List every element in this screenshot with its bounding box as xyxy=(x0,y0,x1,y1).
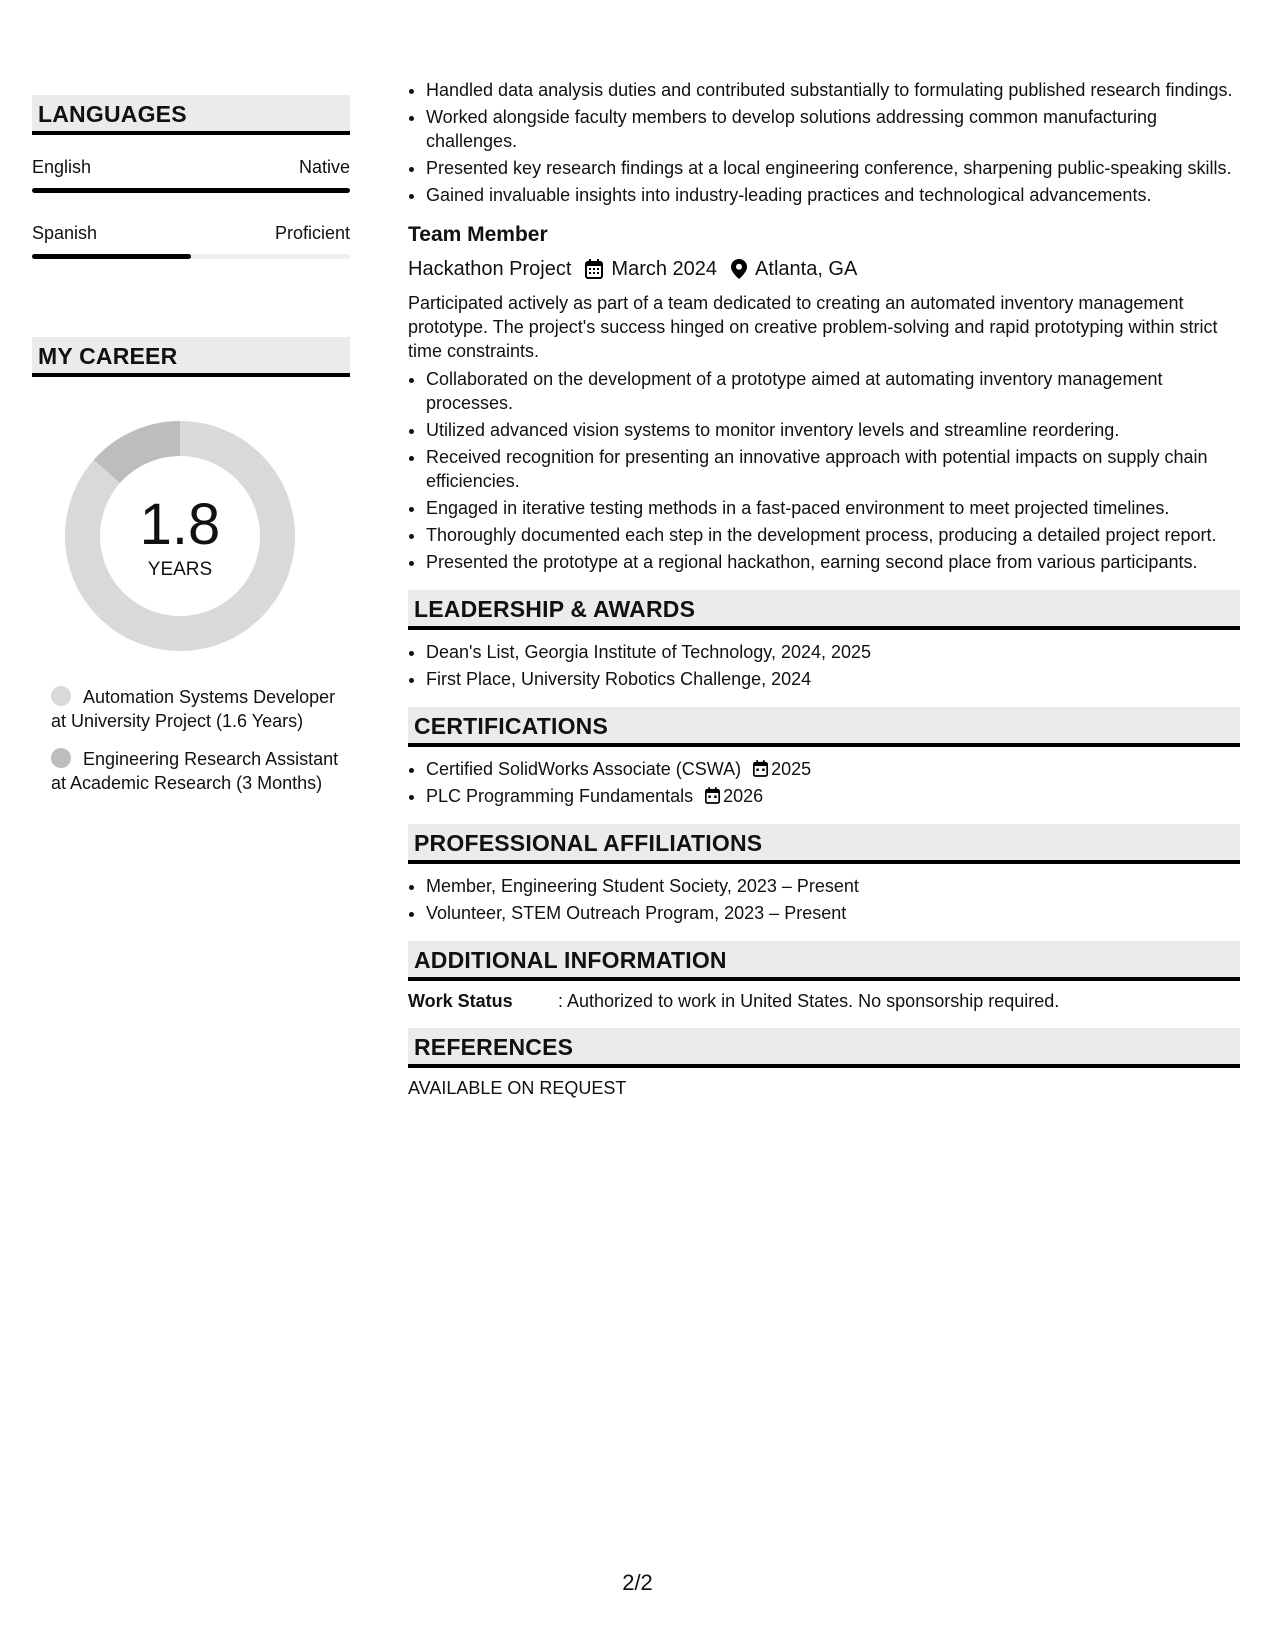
job-company: Hackathon Project xyxy=(408,258,572,280)
leadership-heading: LEADERSHIP & AWARDS xyxy=(408,590,1240,630)
job-bullets xyxy=(408,367,1240,574)
list-item: • First Place, University Robotics Challenge, 2024 xyxy=(426,667,1240,691)
work-status-label: Work Status xyxy=(408,991,513,1011)
list-item: • Collaborated on the development of a prototype aimed at automating inventory management processes. xyxy=(426,367,1240,415)
certification-year: 2025 xyxy=(771,759,812,779)
career-legend xyxy=(51,685,341,795)
experience-bullets xyxy=(408,78,1240,207)
additional-info-section xyxy=(408,941,1240,1012)
list-item: • Presented the prototype at a regional hackathon, earning second place from various participants. xyxy=(426,550,1240,574)
certifications-heading: CERTIFICATIONS xyxy=(408,707,1240,747)
language-level: Native xyxy=(298,157,350,177)
job-location: Atlanta, GA xyxy=(755,258,858,280)
language-name: Spanish xyxy=(32,223,98,243)
languages-heading: LANGUAGES xyxy=(32,95,350,135)
list-item xyxy=(426,784,1240,808)
work-status-value: : Authorized to work in United States. No sponsorship required. xyxy=(558,991,1060,1011)
affiliations-heading: PROFESSIONAL AFFILIATIONS xyxy=(408,824,1240,864)
legend-label: Engineering Research Assistant at Academic Research (3 Months) xyxy=(51,749,339,793)
list-item: • Volunteer, STEM Outreach Program, 2023 – Present xyxy=(426,901,1240,925)
list-item: • Worked alongside faculty members to develop solutions addressing common manufacturing challenges. xyxy=(426,105,1240,153)
language-name: English xyxy=(32,157,92,177)
list-item: • Presented key research findings at a local engineering conference, sharpening public-speaking skills. xyxy=(426,156,1240,180)
job-description: Participated actively as part of a team dedicated to creating an automated inventory management prototype. The project's success hinged on creative problem-solving and rapid prototyping within strict time constraints. xyxy=(408,293,1218,361)
list-item: • Gained invaluable insights into industry-leading practices and technological advancements. xyxy=(426,183,1240,207)
left-column xyxy=(32,95,350,809)
list-item: • Engaged in iterative testing methods in a fast-paced environment to meet projected timelines. xyxy=(426,496,1240,520)
language-proficiency-fill xyxy=(32,254,191,259)
references-heading: REFERENCES xyxy=(408,1028,1240,1068)
career-years-label: YEARS xyxy=(147,559,213,580)
work-status-row xyxy=(408,991,1240,1012)
right-column xyxy=(408,78,1240,1099)
career-legend-item xyxy=(51,685,341,733)
language-proficiency-bar xyxy=(32,254,350,259)
list-item: • Handled data analysis duties and contributed substantially to formulating published research findings. xyxy=(426,78,1240,102)
certification-name: Certified SolidWorks Associate (CSWA) xyxy=(426,759,742,779)
references-text: AVAILABLE ON REQUEST xyxy=(408,1078,627,1098)
career-donut-chart xyxy=(65,421,295,651)
career-legend-item xyxy=(51,747,341,795)
job-date: March 2024 xyxy=(611,258,718,280)
language-proficiency-fill xyxy=(32,188,350,193)
language-level: Proficient xyxy=(274,223,350,243)
affiliations-section xyxy=(408,824,1240,925)
additional-info-heading: ADDITIONAL INFORMATION xyxy=(408,941,1240,981)
calendar-icon xyxy=(705,787,720,804)
list-item: • Thoroughly documented each step in the development process, producing a detailed project report. xyxy=(426,523,1240,547)
job-meta xyxy=(408,255,1240,283)
list-item: • Member, Engineering Student Society, 2023 – Present xyxy=(426,874,1240,898)
legend-dot-icon xyxy=(51,748,71,768)
map-pin-icon xyxy=(731,259,747,279)
calendar-icon xyxy=(585,259,603,279)
certifications-section xyxy=(408,707,1240,808)
job-title: Team Member xyxy=(408,223,548,246)
certification-year: 2026 xyxy=(723,786,764,806)
career-total-years: 1.8 xyxy=(139,492,221,557)
language-item xyxy=(32,157,350,193)
leadership-section xyxy=(408,590,1240,691)
references-section xyxy=(408,1028,1240,1099)
language-proficiency-bar xyxy=(32,188,350,193)
list-item: • Received recognition for presenting an innovative approach with potential impacts on supply chain efficiencies. xyxy=(426,445,1240,493)
list-item: • Dean's List, Georgia Institute of Technology, 2024, 2025 xyxy=(426,640,1240,664)
calendar-icon xyxy=(753,760,768,777)
legend-label: Automation Systems Developer at University Project (1.6 Years) xyxy=(51,687,336,731)
legend-dot-icon xyxy=(51,686,71,706)
page-number: 2/2 xyxy=(622,1570,653,1595)
career-heading: MY CAREER xyxy=(32,337,350,377)
list-item: • Utilized advanced vision systems to monitor inventory levels and streamline reordering. xyxy=(426,418,1240,442)
language-item xyxy=(32,223,350,259)
certification-name: PLC Programming Fundamentals xyxy=(426,786,694,806)
list-item xyxy=(426,757,1240,781)
